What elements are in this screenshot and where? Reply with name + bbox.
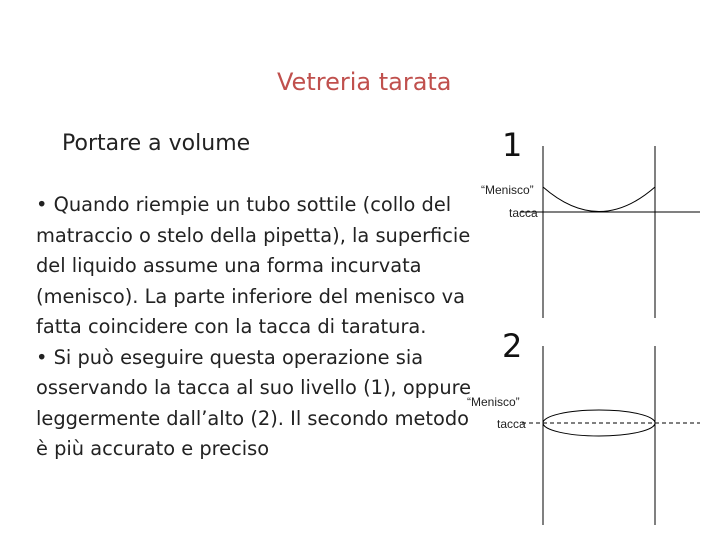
panel1-number: 1: [502, 126, 523, 164]
panel2-tacca-label: tacca: [497, 417, 526, 431]
meniscus1-curve: [543, 187, 655, 212]
bullet-2: • Si può eseguire questa operazione sia osservando la tacca al suo livello (1), oppure leggermente dall’alto (2). Il secondo metodo è più accurato e preciso: [36, 345, 472, 460]
panel2-number: 2: [502, 327, 523, 365]
panel1-meniscus-label: “Menisco”: [481, 183, 534, 197]
bullet-1: • Quando riempie un tubo sottile (collo del matraccio o stelo della pipetta), la superficie del liquido assume una forma incurvata (menisco). La parte inferiore del menisco va fatta coincidere con la tacca di taratura.: [36, 193, 471, 338]
panel2-meniscus-label: “Menisco”: [467, 395, 520, 409]
slide-title: Vetreria tarata: [277, 68, 452, 96]
panel1-tacca-label: tacca: [509, 206, 538, 220]
section-subtitle: Portare a volume: [62, 131, 251, 156]
